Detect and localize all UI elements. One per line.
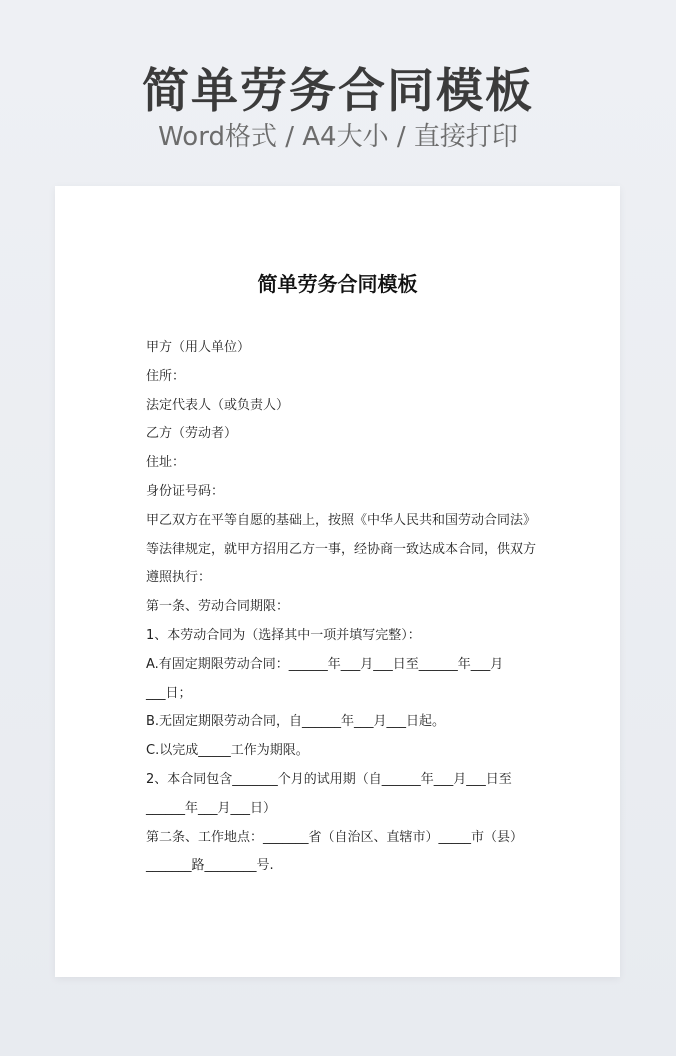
clause-line: C.以完成_____工作为期限。	[146, 743, 309, 759]
article-heading: 第一条、劳动合同期限：	[146, 599, 290, 615]
address-line: 住所：	[146, 368, 186, 384]
clause-line: 1、本劳动合同为（选择其中一项并填写完整）：	[146, 627, 421, 643]
clause-line: _______路________号.	[146, 858, 274, 874]
banner-subtitle: Word格式 / A4大小 / 直接打印	[158, 122, 518, 152]
residence-line: 住址：	[146, 455, 186, 471]
document-title: 简单劳务合同模板	[257, 272, 418, 296]
clause-line: A.有固定期限劳动合同：______年___月___日至______年___月	[146, 656, 504, 672]
legal-rep-line: 法定代表人（或负责人）	[146, 397, 290, 413]
document-page	[55, 186, 620, 977]
clause-line: ___日；	[146, 685, 192, 701]
document-body	[146, 334, 546, 881]
header-banner	[0, 0, 676, 186]
id-number-line: 身份证号码：	[146, 483, 225, 499]
preamble-line: 遵照执行：	[146, 570, 212, 586]
party-b-line: 乙方（劳动者）	[146, 426, 238, 442]
party-a-line: 甲方（用人单位）	[146, 340, 251, 355]
banner-title: 简单劳务合同模板	[142, 64, 534, 119]
article-heading: 第二条、工作地点：_______省（自治区、直辖市）_____市（县）	[146, 829, 524, 845]
clause-line: ______年___月___日）	[146, 800, 277, 816]
clause-line: B.无固定期限劳动合同，自______年___月___日起。	[146, 714, 446, 730]
preamble-line: 等法律规定，就甲方招用乙方一事，经协商一致达成本合同，供双方	[146, 541, 537, 557]
preamble-line: 甲乙双方在平等自愿的基础上，按照《中华人民共和国劳动合同法》	[146, 512, 537, 528]
clause-line: 2、本合同包含_______个月的试用期（自______年___月___日至	[146, 771, 512, 787]
